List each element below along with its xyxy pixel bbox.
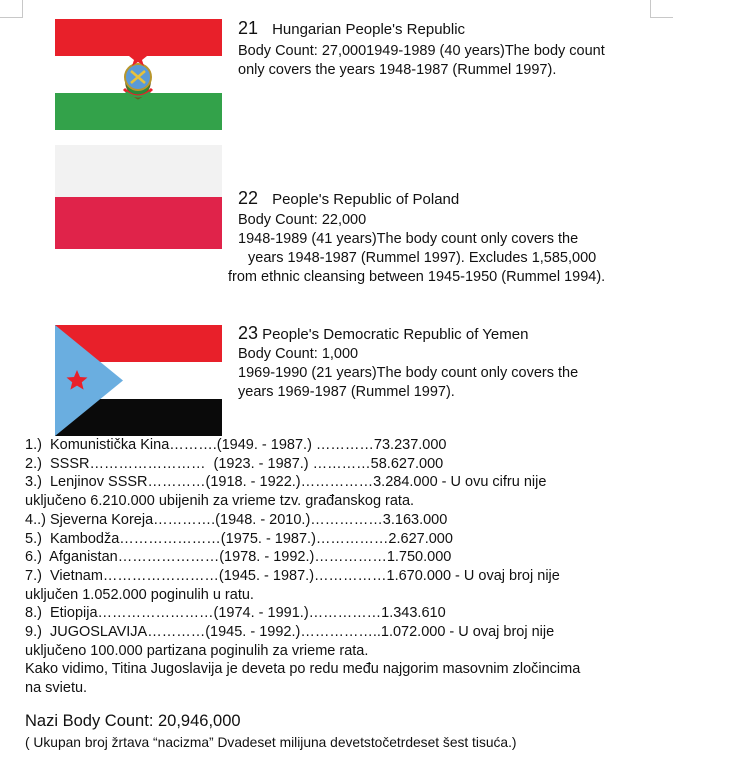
entry-21 bbox=[238, 19, 605, 80]
list-item: 5.) Kambodža…………………(1975. - 1987.)……………2.627.000 bbox=[25, 530, 453, 547]
entry-text-line: Body Count: 27,0001949-1989 (40 years)The body count bbox=[238, 43, 605, 59]
list-item: 9.) JUGOSLAVIJA…………(1945. - 1992.)……………..1.072.000 - U ovaj broj nije bbox=[25, 624, 555, 641]
list-item: 2.) SSSR…………………… (1923. - 1987.) …………58.627.000 bbox=[25, 455, 444, 472]
page-corner-mark-left bbox=[0, 0, 23, 18]
nazi-note: ( Ukupan broj žrtava “nacizma” Dvadeset milijuna devetstočetrdeset šest tisuća.) bbox=[25, 735, 517, 750]
list-item: Kako vidimo, Titina Jugoslavija je deveta po redu među najgorim masovnim zločincima bbox=[25, 661, 581, 678]
entry-text-line: 1948-1989 (41 years)The body count only covers the bbox=[238, 231, 579, 247]
list-item: 8.) Etiopija……………………(1974. - 1991.)……………1.343.610 bbox=[25, 605, 446, 622]
entry-text-line: years 1969-1987 (Rummel 1997). bbox=[238, 384, 455, 400]
yemen-flag bbox=[55, 325, 222, 436]
entry-text-line: 1969-1990 (21 years)The body count only covers the bbox=[238, 365, 579, 381]
list-item: 3.) Lenjinov SSSR…………(1918. - 1922.)……………3.284.000 - U ovu cifru nije bbox=[25, 474, 547, 491]
nazi-heading: Nazi Body Count: 20,946,000 bbox=[25, 712, 241, 730]
page-corner-mark-right bbox=[650, 0, 673, 18]
hungarian-flag bbox=[55, 19, 222, 130]
list-item: 4..) Sjeverna Koreja………….(1948. - 2010.)……………3.163.000 bbox=[25, 511, 448, 528]
list-item: uključen 1.052.000 poginulih u ratu. bbox=[25, 586, 254, 603]
entry-text-line: only covers the years 1948-1987 (Rummel 1997). bbox=[238, 62, 557, 78]
entry-number: 22 bbox=[238, 188, 259, 208]
entry-title: People's Republic of Poland bbox=[272, 191, 460, 208]
list-item: uključeno 6.210.000 ubijenih za vrieme tzv. građanskog rata. bbox=[25, 493, 415, 510]
entry-title: People's Democratic Republic of Yemen bbox=[262, 326, 529, 343]
entry-22 bbox=[228, 188, 606, 287]
list-item: 6.) Afganistan…………………(1978. - 1992.)……………1.750.000 bbox=[25, 549, 452, 566]
list-item: 1.) Komunistička Kina……….(1949. - 1987.) …………73.237.000 bbox=[25, 437, 447, 453]
list-item: 7.) Vietnam……………………(1945. - 1987.)……………1.670.000 - U ovaj broj nije bbox=[25, 567, 560, 584]
list-item: uključeno 100.000 partizana poginulih za vrieme rata. bbox=[25, 642, 369, 659]
list-item: na svietu. bbox=[25, 680, 88, 697]
entry-text-line: from ethnic cleansing between 1945-1950 (Rummel 1994). bbox=[228, 269, 606, 285]
entry-text-line: Body Count: 1,000 bbox=[238, 346, 359, 362]
polish-flag bbox=[55, 145, 222, 249]
entry-title: Hungarian People's Republic bbox=[272, 21, 466, 38]
entry-23 bbox=[238, 324, 578, 402]
entry-text-line: years 1948-1987 (Rummel 1997). Excludes 1,585,000 bbox=[248, 250, 597, 266]
communist-regimes-list bbox=[25, 436, 715, 698]
entry-number: 23 bbox=[238, 323, 259, 343]
entry-text-line: Body Count: 22,000 bbox=[238, 212, 367, 228]
entry-number: 21 bbox=[238, 18, 259, 38]
